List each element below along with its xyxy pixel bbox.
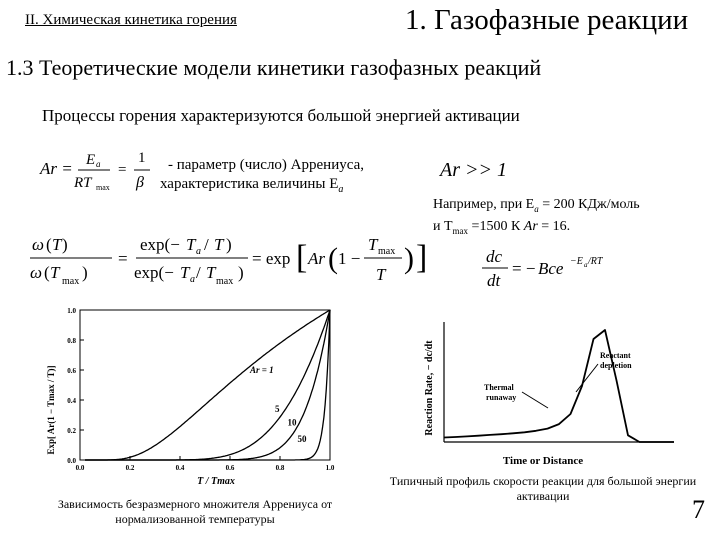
left-chart-ylabel: Exp[ Ar(1 − Tmax / T)] [46,365,56,455]
page-number: 7 [692,495,705,524]
equals-sign: = [118,162,127,178]
svg-text:a: a [196,246,201,257]
x-tick-label: 0.6 [225,464,235,472]
annotation-runaway-2: runaway [486,393,517,402]
svg-text:T: T [52,235,62,254]
svg-text:T: T [368,235,378,254]
left-chart-xlabel: T / Tmax [197,476,235,487]
ea-subscript: a [96,159,101,169]
svg-text:T: T [50,263,60,282]
left-chart-frame [67,307,335,472]
svg-text:]: ] [416,239,428,276]
svg-text:): ) [226,235,232,254]
example-line-2 [433,218,640,240]
svg-text:T: T [206,263,216,282]
y-tick-label: 0.4 [67,397,76,405]
curve-label: 50 [297,434,307,444]
x-tick-label: 0.2 [125,464,135,472]
x-tick-label: 0.8 [275,464,285,472]
rt-symbol: RT [74,175,92,191]
right-chart-caption: Типичный профиль скорости реакции для большой энергии активации [389,474,697,503]
definition-line-2 [160,175,364,199]
svg-text:max: max [216,276,234,287]
series-line-ar1 [85,310,330,460]
svg-text:=: = [118,249,128,268]
svg-text:/RT: /RT [588,256,603,267]
curve-label: 5 [275,404,280,414]
definition-line-2-text: характеристика величины E [160,176,339,192]
section-header: II. Химическая кинетика горения [25,12,237,28]
example-line-1 [433,196,640,218]
example-l2-c: = 16. [537,218,571,234]
right-chart-ylabel: Reaction Rate, − dc/dt [424,340,435,436]
y-tick-label: 0.8 [67,337,76,345]
svg-text:1 −: 1 − [338,249,361,268]
series-line-50 [85,310,330,460]
svg-text:dt: dt [487,271,501,290]
svg-text:max: max [378,246,396,257]
svg-text:max: max [62,276,80,287]
intro-text: Процессы горения характеризуются большой энергией активации [42,106,520,125]
svg-text:a: a [190,274,195,285]
svg-text:ω: ω [30,263,43,282]
example-l1-a: Например, при E [433,197,535,212]
example-l1-sub: a [534,203,539,214]
annotation-arrow-runaway [522,392,548,408]
arrhenius-factor-chart [44,300,344,496]
svg-text:T: T [376,265,386,284]
plot-area [80,310,330,460]
svg-text:(: ( [44,263,50,282]
series-line-5 [85,310,330,460]
curve-label: Ar = 1 [250,365,274,375]
annotation-depletion: Reactant [600,351,631,360]
svg-text:−E: −E [570,256,583,267]
ea-symbol: E [86,152,96,168]
slide-subtitle: 1.3 Теоретические модели кинетики газофазных реакций [6,55,542,80]
y-tick-label: 0.6 [67,367,76,375]
svg-text:(: ( [46,235,52,254]
svg-text:Bce: Bce [538,259,564,278]
svg-text:ω: ω [32,235,45,254]
example-l2-a: и T [433,218,453,234]
example-l2-b: =1500 К [468,218,524,234]
annotation-depletion-2: depletion [600,361,632,370]
svg-text:T: T [186,235,196,254]
svg-text:[: [ [296,239,308,276]
y-tick-label: 1.0 [67,307,76,315]
chapter-title: 1. Газофазные реакции [405,4,689,36]
x-tick-label: 0.0 [75,464,85,472]
svg-text:dc: dc [486,247,503,266]
example-text [433,196,640,240]
y-tick-label: 0.2 [67,427,76,435]
series-line-10 [85,310,330,460]
svg-text:= −: = − [512,259,536,278]
condition-text: Ar >> 1 [440,159,507,181]
svg-text:/: / [204,235,209,254]
rt-subscript: max [96,183,110,192]
svg-text:/: / [196,263,201,282]
svg-text:(: ( [328,242,338,275]
example-l2-sub: max [452,225,469,236]
example-l1-b: = 200 КДж/моль [538,197,640,212]
one-numerator: 1 [138,150,146,166]
ar-lhs: Ar = [40,159,73,178]
definition-line-2-sub: a [338,184,344,195]
x-tick-label: 0.4 [175,464,185,472]
right-chart-frame [444,322,674,442]
curve-label: 10 [287,417,297,428]
svg-text:T: T [180,263,190,282]
svg-text:exp(−: exp(− [140,235,180,254]
right-chart-xlabel: Time or Distance [502,455,584,467]
arrhenius-number-formula [38,146,158,196]
svg-text:): ) [238,263,244,282]
svg-text:Ar: Ar [308,249,325,268]
svg-text:): ) [404,242,414,275]
svg-text:): ) [82,263,88,282]
rate-formula [480,244,640,294]
x-tick-label: 1.0 [325,464,335,472]
svg-text:exp(−: exp(− [134,263,174,282]
annotation-runaway: Thermal [484,383,514,392]
definition-line-1: - параметр (число) Аррениуса, [168,157,364,173]
definition-text [160,156,364,199]
beta-symbol: β [136,174,144,191]
omega-ratio-formula [28,228,428,292]
svg-text:= exp: = exp [252,249,291,268]
example-l2-ar: Ar [523,218,538,234]
rate-series-line [444,330,674,442]
left-chart-caption: Зависимость безразмерного множителя Аррениуса от нормализованной температуры [57,497,333,526]
reaction-rate-chart [418,318,698,470]
y-tick-label: 0.0 [67,457,76,465]
svg-text:): ) [62,235,68,254]
svg-text:T: T [214,235,224,254]
svg-text:a: a [584,261,588,269]
